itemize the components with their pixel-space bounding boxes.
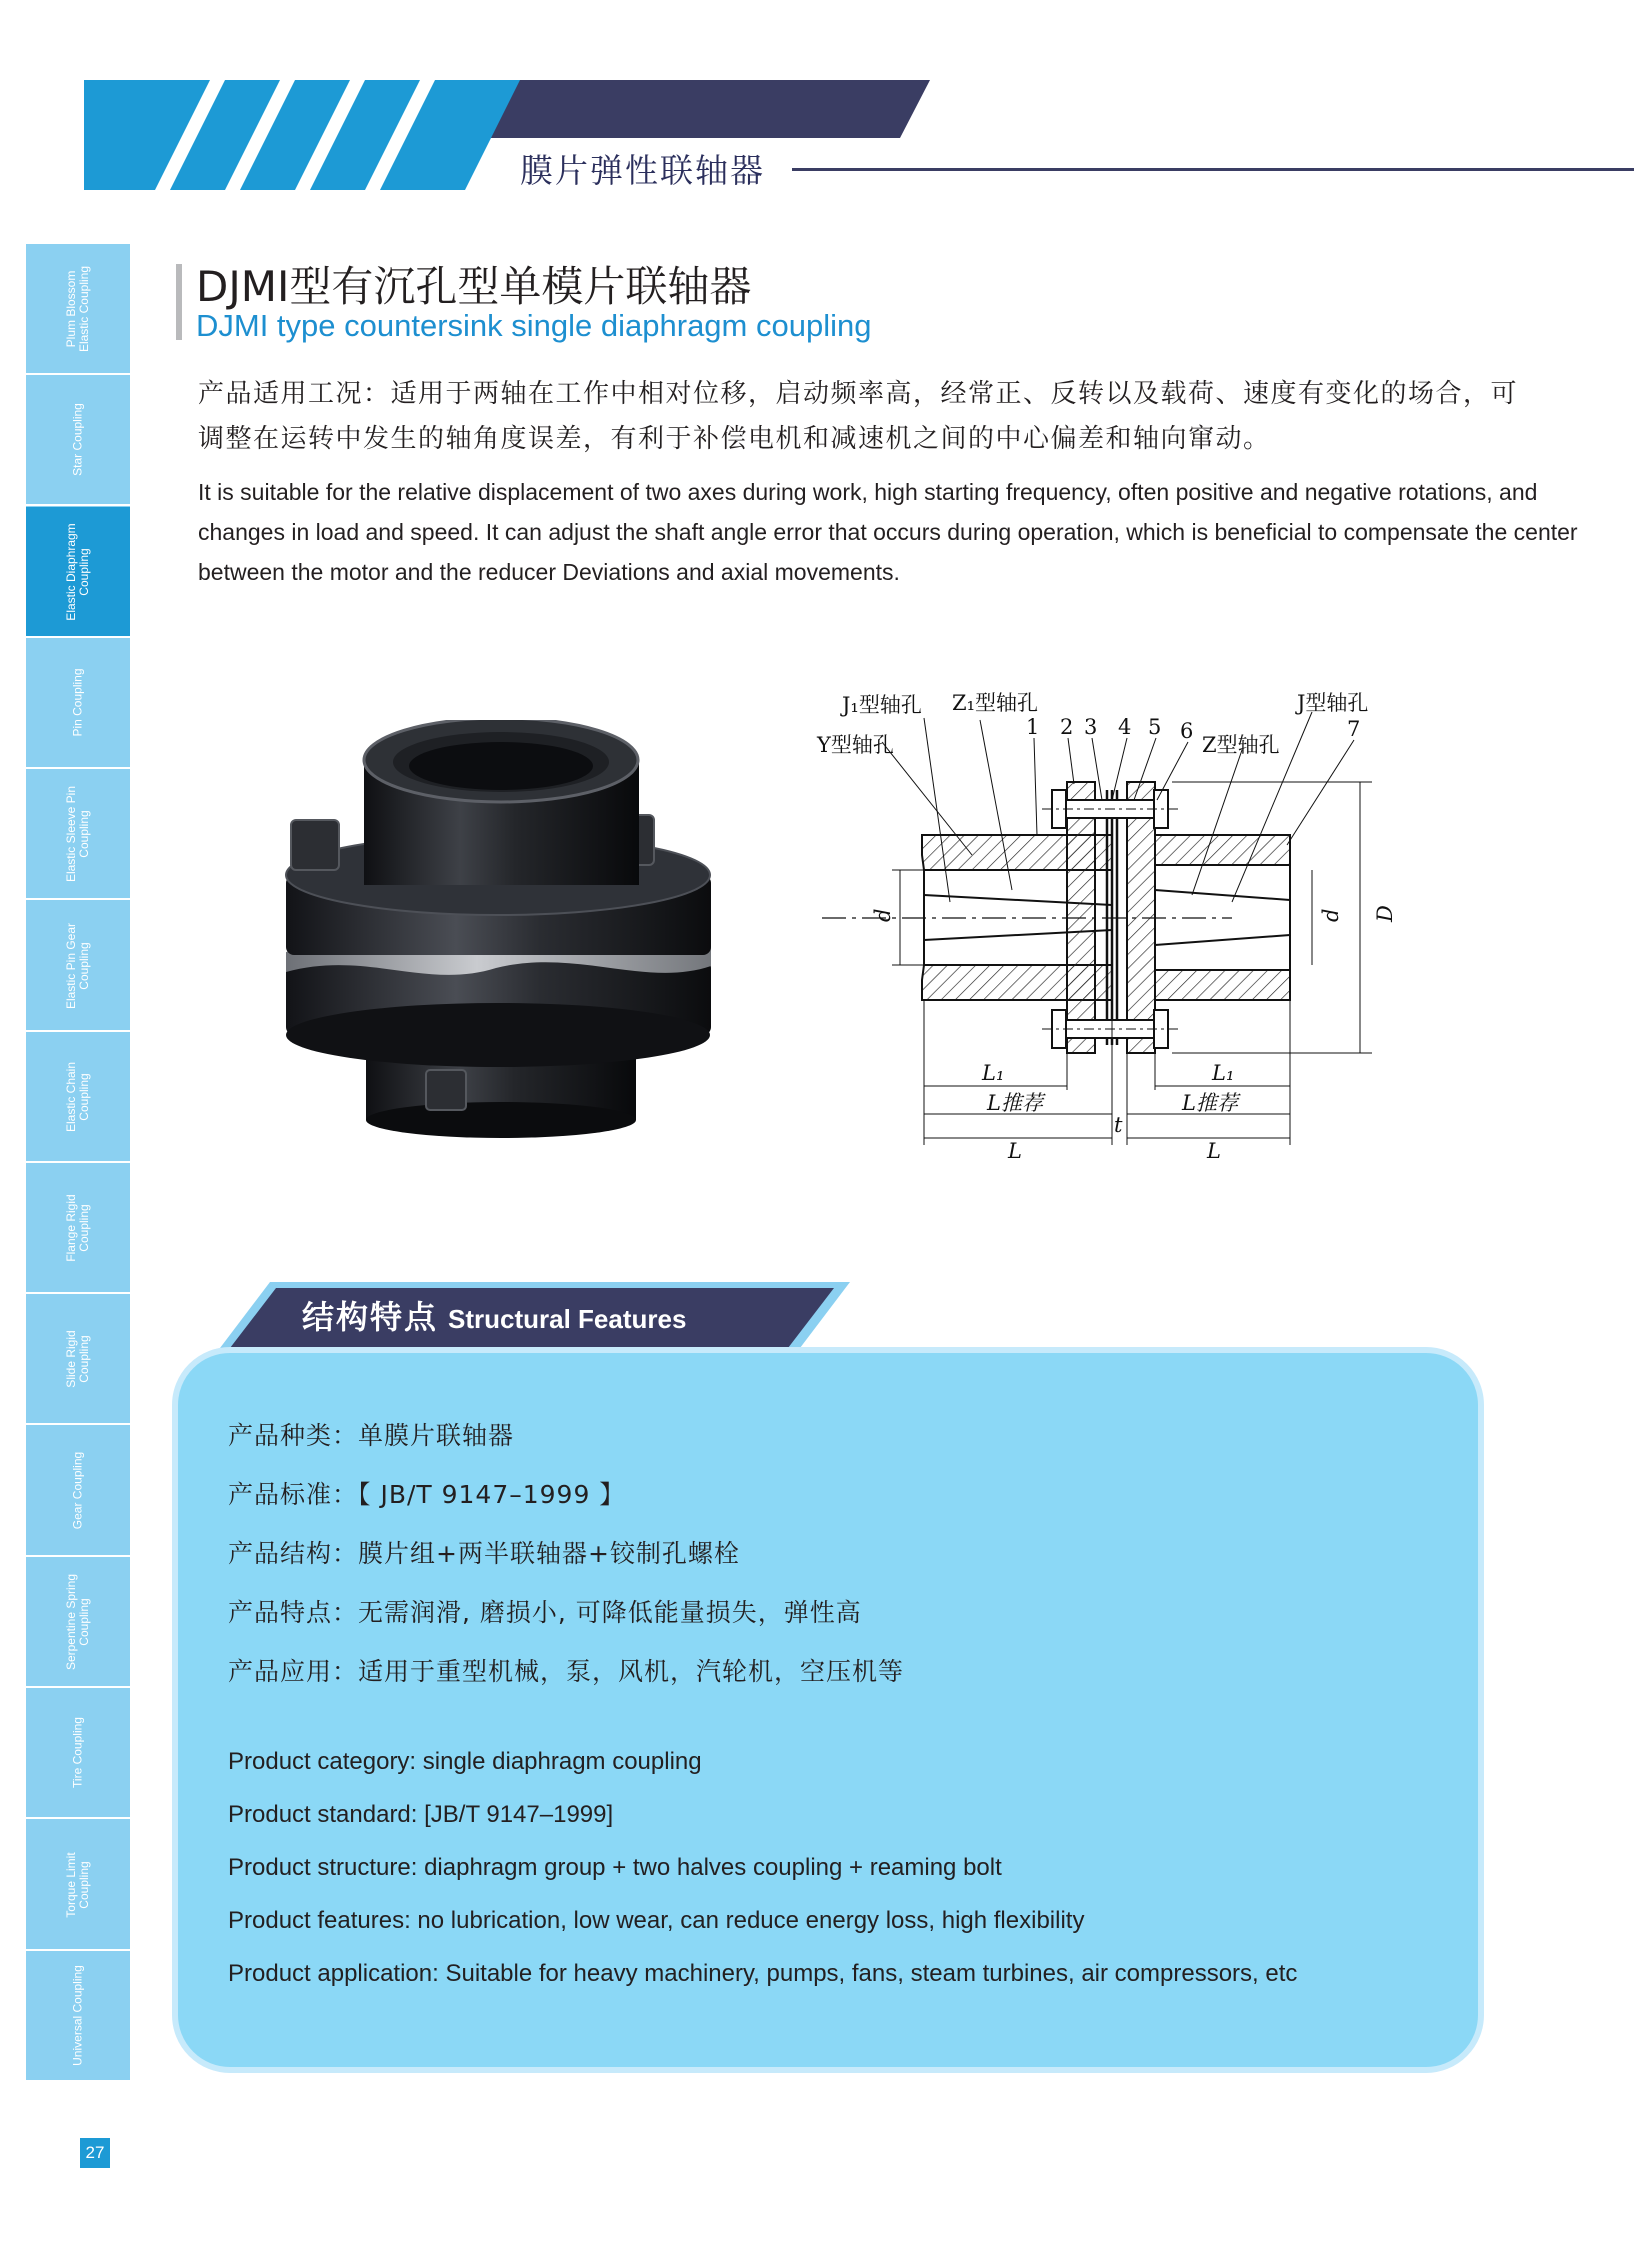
label-L1-right: L₁ — [1212, 1061, 1235, 1085]
features-title-cn: 结构特点 — [302, 1298, 439, 1336]
side-tab-item[interactable] — [26, 1163, 130, 1294]
feature-cn-standard: 产品标准：【 JB/T 9147–1999 】 — [228, 1480, 626, 1509]
side-tab-item[interactable] — [26, 901, 130, 1032]
part-number-2: 2 — [1060, 715, 1074, 739]
feature-en-application: Product application: Suitable for heavy machinery, pumps, fans, steam turbines, air compressors, etc — [228, 1960, 1298, 1987]
product-title-cn: DJMI型有沉孔型单模片联轴器 — [196, 262, 752, 311]
side-tab-item[interactable] — [26, 1820, 130, 1951]
feature-en-category: Product category: single diaphragm coupling — [228, 1748, 702, 1775]
title-accent-bar — [176, 264, 182, 340]
features-title-en: Structural Features — [448, 1304, 687, 1334]
features-tab-title — [302, 1292, 686, 1338]
label-z-bore: Z型轴孔 — [1202, 733, 1280, 757]
side-tab-label: Flange Rigid Coupling — [64, 1193, 91, 1262]
label-y-bore: Y型轴孔 — [817, 733, 894, 757]
side-tab-label: Universal Coupling — [70, 1965, 85, 2066]
side-tab-label: Elastic Pin Gear Coupling — [64, 922, 91, 1009]
section-title: 膜片弹性联轴器 — [520, 151, 765, 190]
side-tab-item[interactable] — [26, 244, 130, 375]
side-tab-item[interactable] — [26, 1294, 130, 1425]
label-j-bore: J型轴孔 — [1297, 691, 1369, 715]
side-tab-label: Elastic Sleeve Pin Coupling — [64, 785, 91, 882]
part-number-5: 5 — [1148, 715, 1162, 739]
coupling-photo — [246, 720, 746, 1140]
side-tab-label: Pin Coupling — [70, 668, 85, 737]
feature-cn-features: 产品特点：无需润滑, 磨损小, 可降低能量损失，弹性高 — [228, 1598, 862, 1627]
label-Lrec-left: L推荐 — [987, 1091, 1043, 1115]
description-cn: 产品适用工况：适用于两轴在工作中相对位移，启动频率高，经常正、反转以及载荷、速度有变化的场合，可调整在运转中发生的轴角度误差，有利于补偿电机和减速机之间的中心偏差和轴向窜动。 — [198, 379, 1519, 454]
header-rule — [792, 168, 1634, 171]
label-Lrec-right: L推荐 — [1182, 1091, 1238, 1115]
part-number-6: 6 — [1180, 719, 1194, 743]
feature-cn-category: 产品种类：单膜片联轴器 — [228, 1421, 515, 1450]
feature-cn-structure: 产品结构：膜片组+两半联轴器+铰制孔螺栓 — [228, 1539, 740, 1568]
side-tab-label: Plum Blossom Elastic Coupling — [64, 265, 91, 352]
side-tab-item[interactable] — [26, 1557, 130, 1688]
side-tab-item[interactable] — [26, 1032, 130, 1163]
label-t: t — [1114, 1113, 1123, 1137]
side-tab-label: Slide Rigid Coupling — [64, 1329, 91, 1388]
part-number-3: 3 — [1084, 715, 1098, 739]
part-number-7: 7 — [1347, 717, 1361, 741]
side-tab-item[interactable] — [26, 638, 130, 769]
label-j1-bore: J₁型轴孔 — [842, 693, 922, 717]
label-L1-left: L₁ — [982, 1061, 1005, 1085]
side-tab-item[interactable] — [26, 1688, 130, 1819]
description-en: It is suitable for the relative displacement of two axes during work, high starting frequency, often positive and negative rotations, and changes in load and speed. It can adjust the shaft angle error that occurs during operation, which is beneficial to compensate the center between the motor and the reducer Deviations and axial movements. — [198, 479, 1578, 585]
side-tab-item[interactable] — [26, 1951, 130, 2082]
side-tab-label: Torque Limit Coupling — [64, 1851, 91, 1918]
side-tab-label: Elastic Chain Coupling — [64, 1061, 91, 1132]
part-numbers — [1026, 715, 1360, 743]
side-tab-item[interactable] — [26, 507, 130, 638]
label-z1-bore: Z₁型轴孔 — [952, 691, 1039, 715]
side-tab-item[interactable] — [26, 1426, 130, 1557]
side-tab-label: Serpentine Spring Coupling — [64, 1573, 91, 1670]
label-d-left: d — [871, 908, 895, 922]
label-d-right: d — [1319, 908, 1343, 922]
side-tab-label: Elastic Diaphragm Coupling — [64, 522, 91, 621]
side-tab-nav — [26, 244, 130, 2082]
part-number-4: 4 — [1118, 715, 1132, 739]
side-tab-item[interactable] — [26, 375, 130, 506]
technical-drawing — [812, 690, 1412, 1160]
label-L-right: L — [1207, 1139, 1221, 1160]
side-tab-item[interactable] — [26, 769, 130, 900]
feature-en-structure: Product structure: diaphragm group + two halves coupling + reaming bolt — [228, 1854, 1002, 1881]
feature-en-features: Product features: no lubrication, low wear, can reduce energy loss, high flexibility — [228, 1907, 1085, 1934]
side-tab-label: Gear Coupling — [70, 1451, 85, 1530]
product-title-en: DJMI type countersink single diaphragm coupling — [196, 308, 872, 343]
page-number: 27 — [80, 2138, 110, 2168]
part-number-1: 1 — [1026, 715, 1040, 739]
side-tab-label: Star Coupling — [70, 403, 85, 476]
side-tab-label: Tire Coupling — [70, 1717, 85, 1788]
label-D: D — [1373, 905, 1397, 922]
feature-en-standard: Product standard: [JB/T 9147–1999] — [228, 1801, 614, 1828]
feature-cn-application: 产品应用：适用于重型机械，泵，风机，汽轮机，空压机等 — [228, 1657, 905, 1686]
label-L-left: L — [1008, 1139, 1022, 1160]
